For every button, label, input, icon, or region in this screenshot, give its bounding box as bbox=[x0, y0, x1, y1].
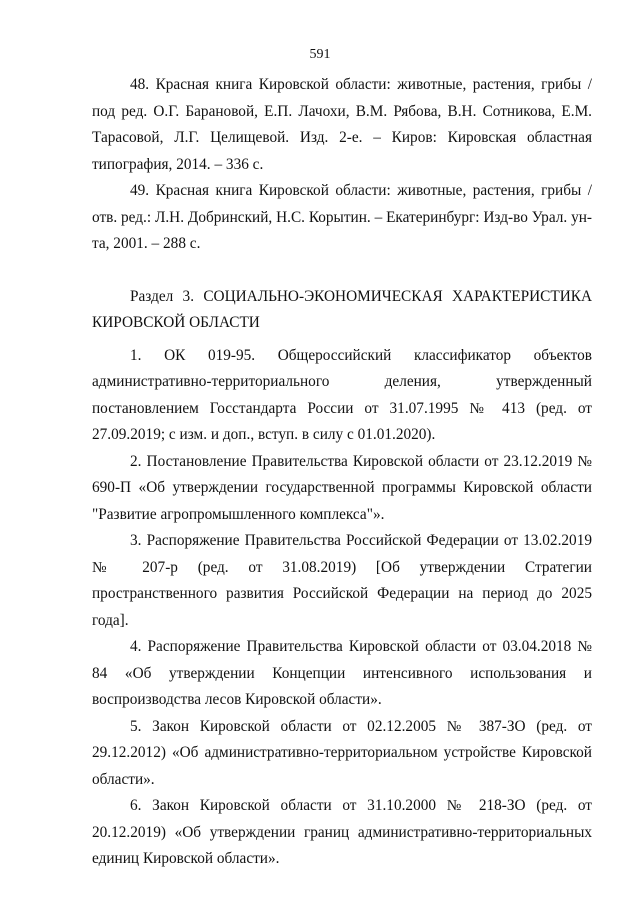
page-number: 591 bbox=[309, 47, 331, 62]
reference-1: 1. ОК 019-95. Общероссийский классификатор объектов административно-территориального деления, утвержденный постановлением Госстандарта России от 31.07.1995 № 413 (ред. от 27.09.2019; с изм. и доп., вступ. в силу с 01.01.2020). bbox=[92, 346, 592, 443]
reference-48: 48. Красная книга Кировской области: животные, растения, грибы / под ред. О.Г. Барановой, Е.П. Лачохи, В.М. Рябова, В.Н. Сотникова, Е.М. Тарасовой, Л.Г. Целищевой. Изд. 2-е. – Киров: Кировская областная типография, 2014. – 336 с. bbox=[92, 76, 592, 173]
reference-5: 5. Закон Кировской области от 02.12.2005 № 387-ЗО (ред. от 29.12.2012) «Об административно-территориальном устройстве Кировской области». bbox=[92, 717, 592, 788]
section-heading: Раздел 3. СОЦИАЛЬНО-ЭКОНОМИЧЕСКАЯ ХАРАКТЕРИСТИКА КИРОВСКОЙ ОБЛАСТИ bbox=[92, 287, 592, 331]
reference-49: 49. Красная книга Кировской области: животные, растения, грибы / отв. ред.: Л.Н. Добринский, Н.С. Корытин. – Екатеринбург: Изд-во Урал. ун-та, 2001. – 288 с. bbox=[92, 182, 592, 252]
reference-2: 2. Постановление Правительства Кировской области от 23.12.2019 № 690-П «Об утверждении государственной программы Кировской области "Развитие агропромышленного комплекса"». bbox=[92, 452, 592, 523]
document-body bbox=[92, 72, 592, 873]
reference-6: 6. Закон Кировской области от 31.10.2000 № 218-ЗО (ред. от 20.12.2019) «Об утверждении границ административно-территориальных единиц Кировской области». bbox=[92, 797, 592, 867]
reference-3: 3. Распоряжение Правительства Российской Федерации от 13.02.2019 № 207-р (ред. от 31.08.2019) [Об утверждении Стратегии пространственного развития Российской Федерации на период до 2025 года]. bbox=[92, 532, 592, 629]
reference-4: 4. Распоряжение Правительства Кировской области от 03.04.2018 № 84 «Об утверждении Концепции интенсивного использования и воспроизводства лесов Кировской области». bbox=[92, 638, 592, 708]
